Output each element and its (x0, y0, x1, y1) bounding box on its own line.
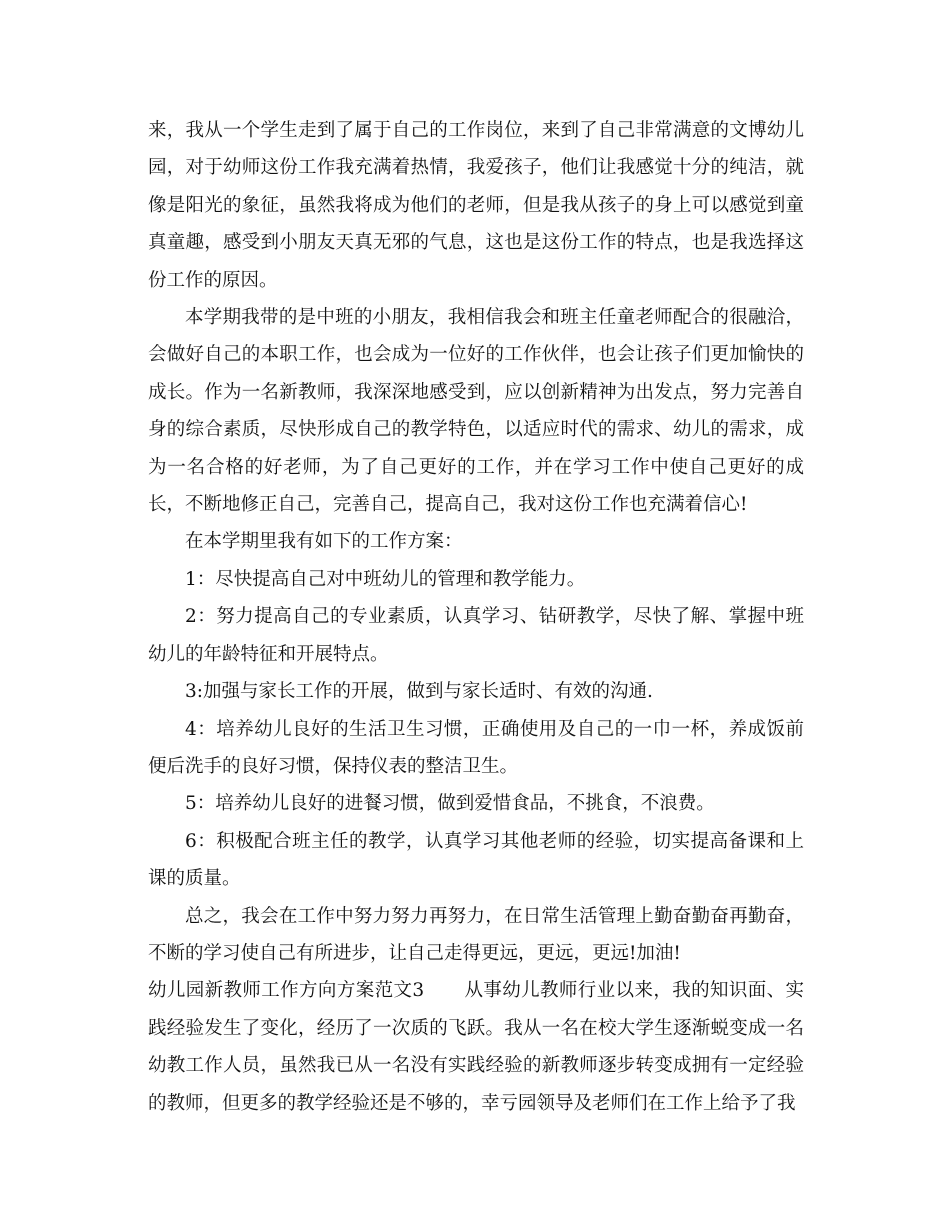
plan-item-4: 4：培养幼儿良好的生活卫生习惯，正确使用及自己的一巾一杯，养成饭前便后洗手的良好习惯，保持仪表的整洁卫生。 (148, 718, 804, 777)
plan-item-6: 6：积极配合班主任的教学，认真学习其他老师的经验，切实提高备课和上课的质量。 (148, 830, 804, 890)
plan-item-2: 2：努力提高自己的专业素质，认真学习、钻研教学，尽快了解、掌握中班幼儿的年龄特征和开展特点。 (148, 606, 804, 665)
plan-item-5: 5：培养幼儿良好的进餐习惯，做到爱惜食品，不挑食，不浪费。 (185, 793, 715, 815)
section-3-block (148, 972, 804, 1122)
paragraph-plan-intro: 在本学期里我有如下的工作方案： (185, 531, 463, 553)
plan-item-1: 1：尽快提高自己对中班幼儿的管理和教学能力。 (185, 568, 586, 590)
paragraph-intro-continuation: 来，我从一个学生走到了属于自己的工作岗位，来到了自己非常满意的文博幼儿园，对于幼师这份工作我充满着热情，我爱孩子，他们让我感觉十分的纯洁，就像是阳光的象征，虽然我将成为他们的老师，但是我从孩子的身上可以感觉到童真童趣，感受到小朋友天真无邪的气息，这也是这份工作的特点，也是我选择这份工作的原因。 (148, 120, 804, 291)
plan-item-3: 3:加强与家长工作的开展，做到与家长适时、有效的沟通. (185, 681, 653, 703)
section-heading: 幼儿园新教师工作方向方案范文3 (148, 980, 425, 1002)
section-paragraph: 从事幼儿教师行业以来，我的知识面、实践经验发生了变化，经历了一次质的飞跃。我从一名在校大学生逐渐蜕变成一名幼教工作人员，虽然我已从一名没有实践经验的新教师逐步转变成拥有一定经验的教师，但更多的教学经验还是不够的，幸亏园领导及老师们在工作上给予了我 (148, 980, 804, 1114)
document-body (148, 112, 804, 1122)
paragraph-conclusion: 总之，我会在工作中努力努力再努力，在日常生活管理上勤奋勤奋再勤奋，不断的学习使自己有所进步，让自己走得更远，更远，更远!加油! (148, 905, 804, 964)
paragraph-semester-class: 本学期我带的是中班的小朋友，我相信我会和班主任童老师配合的很融洽，会做好自己的本职工作，也会成为一位好的工作伙伴，也会让孩子们更加愉快的成长。作为一名新教师，我深深地感受到，应以创新精神为出发点，努力完善自身的综合素质，尽快形成自己的教学特色，以适应时代的需求、幼儿的需求，成为一名合格的好老师，为了自己更好的工作，并在学习工作中使自己更好的成长，不断地修正自己，完善自己，提高自己，我对这份工作也充满着信心! (148, 307, 804, 516)
